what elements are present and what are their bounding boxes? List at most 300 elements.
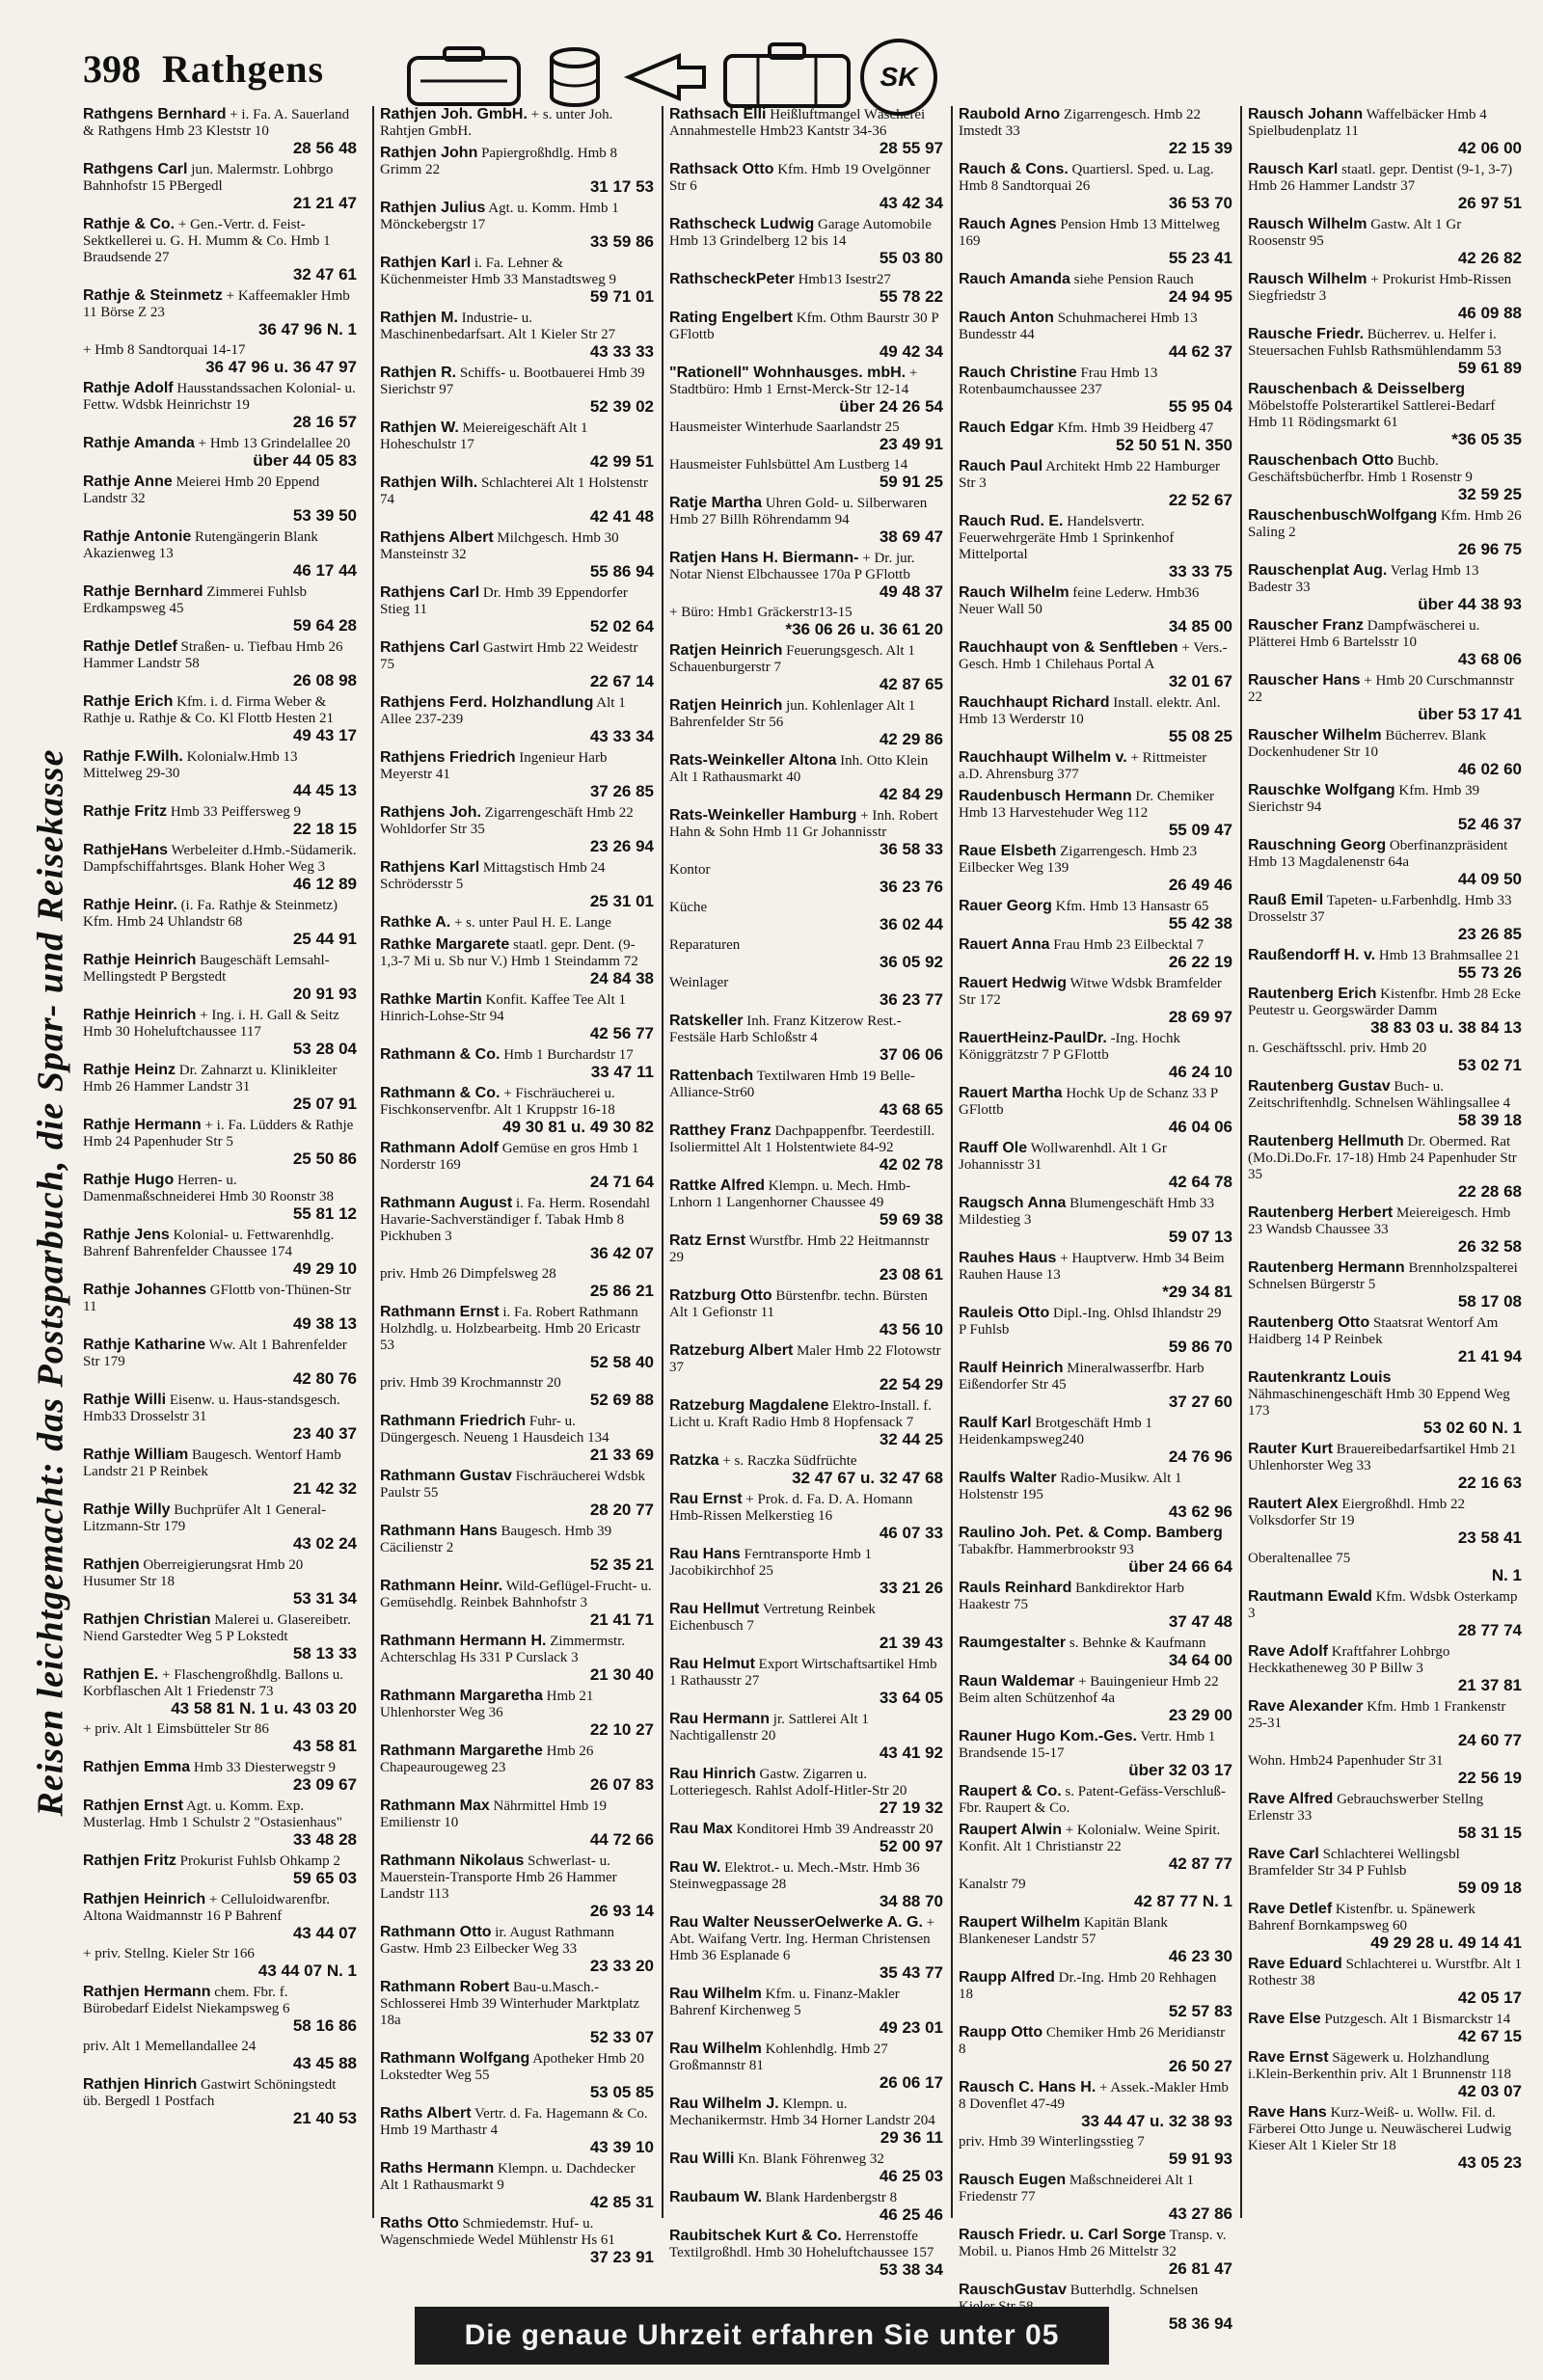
entry-phone: 43 44 07 N. 1 <box>257 1961 357 1980</box>
entry-phone: 22 28 68 <box>1457 1182 1522 1201</box>
entry-details: Kfm. Othm Baurstr 30 P GFlottb <box>669 311 939 342</box>
directory-entry <box>380 1578 654 1628</box>
entry-name: Raupp Otto <box>959 2024 1043 2041</box>
entry-details: jun. Kohlenlager Alt 1 Bahrenfelder Str 56 <box>669 698 916 730</box>
directory-entry <box>959 1360 1232 1410</box>
directory-entry <box>83 1501 357 1552</box>
directory-entry <box>669 1397 943 1447</box>
entry-name: Rathmann Margarethe <box>380 1743 543 1759</box>
entry-phone: 55 42 38 <box>1168 914 1232 933</box>
entry-phone: N. 1 <box>1491 1566 1522 1584</box>
entry-phone: 22 54 29 <box>879 1375 943 1393</box>
entry-details: Frau Hmb 23 Eilbecktal 7 <box>1053 937 1205 953</box>
entry-name: Rau Ernst <box>669 1491 743 1507</box>
entry-details: Weinlager <box>669 975 729 990</box>
entry-phone: 37 47 48 <box>1168 1612 1232 1631</box>
entry-phone: 36 42 07 <box>589 1244 654 1262</box>
entry-name: Raupp Alfred <box>959 1969 1055 1986</box>
directory-entry <box>83 1759 357 1793</box>
directory-entry <box>380 1140 654 1190</box>
entry-name: Rathjen Karl <box>380 255 472 271</box>
entry-details: i. Fa. Herm. Rosendahl Havarie-Sachverständiger f. Tabak Hmb 8 Pickhuben 3 <box>380 1196 651 1244</box>
directory-entry <box>83 161 357 211</box>
entry-name: Rave Alfred <box>1248 1791 1334 1807</box>
directory-entry <box>83 528 357 579</box>
entry-phone: 55 81 12 <box>292 1204 357 1223</box>
entry-details: Tabakfbr. Hammerbrookstr 93 <box>959 1542 1134 1557</box>
entry-details: Kolonialw.Hmb 13 Mittelweg 29-30 <box>83 749 298 781</box>
entry-phone: 21 42 32 <box>292 1479 357 1498</box>
directory-entry <box>1248 106 1522 156</box>
directory-entry <box>83 1666 357 1717</box>
entry-phone: 58 16 86 <box>292 2016 357 2035</box>
entry-phone: 22 67 14 <box>589 672 654 690</box>
directory-entry <box>83 287 357 338</box>
entry-phone: 28 20 77 <box>589 1501 654 1519</box>
entry-phone: *29 34 81 <box>1162 1283 1232 1301</box>
entry-details: Fischräucherei Wdsbk Paulstr 55 <box>380 1469 645 1501</box>
entry-phone: 22 15 39 <box>1168 139 1232 157</box>
entry-phone: 34 85 00 <box>1168 617 1232 636</box>
directory-entry <box>669 900 943 933</box>
entry-details: Garage Automobile Hmb 13 Grindelberg 12 bis 14 <box>669 217 932 249</box>
directory-entry <box>669 1711 943 1761</box>
footer-banner-text: Die genaue Uhrzeit erfahren Sie unter 05 <box>464 2319 1060 2351</box>
entry-name: Rave Eduard <box>1248 1956 1342 1972</box>
entry-name: Rathjens Joh. <box>380 804 481 821</box>
entry-name: Rating Engelbert <box>669 310 794 326</box>
entry-phone: 29 36 11 <box>880 2128 943 2147</box>
entry-phone: 23 33 20 <box>589 1957 654 1975</box>
directory-column-5 <box>1240 106 1522 2218</box>
entry-phone: 59 64 28 <box>292 616 357 635</box>
entry-details: Zigarrengeschäft Hmb 22 Wohldorfer Str 35 <box>380 805 634 837</box>
entry-phone: *36 06 26 u. 36 61 20 <box>785 620 943 638</box>
directory-entry <box>669 1986 943 2036</box>
entry-phone: 49 42 34 <box>879 342 943 361</box>
entry-name: Ratzburg Otto <box>669 1287 772 1304</box>
directory-entry <box>380 106 654 140</box>
entry-details: Dachpappenfbr. Teerdestill. Isoliermittel Alt 1 Holstentwiete 84-92 <box>669 1123 935 1155</box>
entry-details: Sägewerk u. Holzhandlung i.Klein-Berkenthin priv. Alt 1 Brunnenstr 118 <box>1248 2050 1512 2082</box>
directory-entry <box>669 161 943 211</box>
page-name: Rathgens <box>162 47 325 91</box>
entry-phone: 46 25 46 <box>879 2205 943 2224</box>
entry-name: Rathje Willi <box>83 1392 167 1408</box>
directory-entry <box>1248 326 1522 376</box>
entry-phone: 24 76 96 <box>1168 1447 1232 1466</box>
directory-entry <box>1248 216 1522 266</box>
entry-name: Rave Carl <box>1248 1846 1319 1862</box>
entry-name: Rave Hans <box>1248 2104 1327 2121</box>
entry-phone: 36 23 77 <box>879 990 943 1009</box>
entry-details: Malerei u. Glasereibetr. Niend Garstedter Weg 5 P Lokstedt <box>83 1612 351 1644</box>
entry-details: + Kaffeemakler Hmb 11 Börse Z 23 <box>83 288 350 320</box>
entry-name: Rathmann Nikolaus <box>380 1853 525 1869</box>
briefcase-icon <box>401 39 527 116</box>
entry-details: Kfm. i. d. Firma Weber & Rathje u. Rathje & Co. Kl Flottb Hesten 21 <box>83 694 334 726</box>
entry-phone: 46 23 30 <box>1168 1947 1232 1965</box>
directory-entry <box>669 457 943 490</box>
entry-details: Kanalstr 79 <box>959 1877 1026 1892</box>
entry-name: Rautenberg Hermann <box>1248 1259 1405 1276</box>
entry-details: Hausmeister Fuhlsbüttel Am Lustberg 14 <box>669 457 908 473</box>
directory-entry <box>669 1491 943 1541</box>
entry-phone: 33 21 26 <box>879 1579 943 1597</box>
entry-name: Rathje Antonie <box>83 528 192 545</box>
entry-name: Rathsach Elli <box>669 106 767 122</box>
directory-entry <box>380 145 654 195</box>
entry-details: Kraftfahrer Lohbrgo Heckkatheneweg 30 P Billw 3 <box>1248 1644 1450 1676</box>
entry-name: Rathmann Wolfgang <box>380 2050 530 2067</box>
entry-details: + Rittmeister a.D. Ahrensburg 377 <box>959 750 1207 782</box>
entry-details: Wohn. Hmb24 Papenhuder Str 31 <box>1248 1753 1444 1769</box>
directory-columns <box>83 106 1529 2333</box>
entry-phone: 42 64 78 <box>1168 1173 1232 1191</box>
entry-phone: 52 69 88 <box>589 1391 654 1409</box>
entry-phone: 26 50 27 <box>1168 2057 1232 2075</box>
entry-name: Rautenberg Gustav <box>1248 1078 1391 1095</box>
directory-entry <box>959 106 1232 156</box>
directory-entry <box>83 1062 357 1112</box>
directory-entry <box>83 106 357 156</box>
entry-details: Uhren Gold- u. Silberwaren Hmb 27 Billh Röhrendamm 94 <box>669 496 928 527</box>
directory-entry <box>83 342 357 375</box>
entry-details: + Hauptverw. Hmb 34 Beim Rauhen Hause 13 <box>959 1251 1225 1283</box>
entry-details: Dr.-Ing. Hmb 20 Rehhagen 18 <box>959 1970 1217 2002</box>
entry-name: Rauert Hedwig <box>959 975 1068 991</box>
entry-details: + Büro: Hmb1 Gräckerstr13-15 <box>669 605 853 620</box>
entry-details: Zigarrengesch. Hmb 22 Imstedt 33 <box>959 107 1201 139</box>
entry-phone: 58 13 33 <box>292 1644 357 1663</box>
entry-phone: 24 71 64 <box>589 1173 654 1191</box>
entry-details: Schwerlast- u. Mauerstein-Transporte Hmb 26 Hammer Landstr 113 <box>380 1853 617 1902</box>
entry-phone: 36 58 33 <box>879 840 943 858</box>
directory-entry <box>380 914 654 932</box>
entry-details: Schuhmacherei Hmb 13 Bundesstr 44 <box>959 311 1198 342</box>
directory-entry <box>380 1375 654 1408</box>
entry-name: Rathje Willy <box>83 1501 171 1518</box>
entry-name: Rauscher Franz <box>1248 617 1365 634</box>
directory-entry <box>380 365 654 415</box>
directory-entry <box>83 1172 357 1222</box>
entry-name: Rathke Margarete <box>380 936 510 953</box>
entry-name: Ratthey Franz <box>669 1122 772 1139</box>
directory-entry <box>83 897 357 947</box>
directory-entry <box>1248 1588 1522 1638</box>
directory-entry <box>1248 1259 1522 1310</box>
directory-entry <box>1248 1901 1522 1951</box>
entry-details: (i. Fa. Rathje & Steinmetz) Kfm. Hmb 24 Uhlandstr 68 <box>83 898 338 930</box>
entry-name: Raubaum W. <box>669 2189 763 2205</box>
entry-phone: 37 06 06 <box>879 1045 943 1064</box>
entry-name: Ratje Martha <box>669 495 763 511</box>
directory-entry <box>959 788 1232 838</box>
directory-entry <box>83 1721 357 1754</box>
directory-entry <box>1248 2104 1522 2171</box>
directory-entry <box>959 161 1232 211</box>
entry-name: Rautmann Ewald <box>1248 1588 1372 1605</box>
entry-details: Radio-Musikw. Alt 1 Holstenstr 195 <box>959 1471 1182 1502</box>
entry-phone: 53 39 50 <box>292 506 357 525</box>
entry-details: Vertr. Hmb 1 Brandsende 15-17 <box>959 1729 1216 1761</box>
directory-entry <box>959 1195 1232 1245</box>
entry-name: Rathmann & Co. <box>380 1046 501 1063</box>
entry-details: jun. Malermstr. Lohbrgo Bahnhofstr 15 PBergedl <box>83 162 334 194</box>
entry-name: Rau Hans <box>669 1546 741 1562</box>
entry-details: Klempn. u. Mech. Hmb-Lnhorn 1 Langenhorner Chaussee 49 <box>669 1178 911 1210</box>
entry-details: + Celluloidwarenfbr. Altona Waidmannstr 16 P Bahrenf <box>83 1892 330 1924</box>
entry-phone: 22 56 19 <box>1457 1769 1522 1787</box>
entry-details: Kapitän Blank Blankeneser Landstr 57 <box>959 1915 1168 1947</box>
directory-entry <box>83 748 357 798</box>
entry-details: Putzgesch. Alt 1 Bismarckstr 14 <box>1324 2012 1511 2027</box>
entry-details: Maßschneiderei Alt 1 Friedenstr 77 <box>959 2173 1195 2204</box>
directory-entry <box>380 694 654 744</box>
entry-details: Meiereigeschäft Alt 1 Hoheschulstr 17 <box>380 420 588 452</box>
entry-phone: über 44 05 83 <box>253 451 357 470</box>
entry-name: Raths Albert <box>380 2105 472 2122</box>
entry-name: Rautenkrantz Louis <box>1248 1369 1392 1386</box>
entry-name: Rauls Reinhard <box>959 1580 1072 1596</box>
directory-entry <box>1248 1314 1522 1365</box>
entry-name: Rathmann Friedrich <box>380 1413 527 1429</box>
side-advert <box>29 540 71 2025</box>
directory-entry <box>959 898 1232 932</box>
directory-entry <box>669 1452 943 1486</box>
directory-entry <box>959 1783 1232 1817</box>
entry-name: Rausch Eugen <box>959 2172 1067 2188</box>
directory-entry <box>1248 1496 1522 1546</box>
entry-details: Milchgesch. Hmb 30 Mansteinstr 32 <box>380 530 619 562</box>
entry-details: Schlachterei u. Wurstfbr. Alt 1 Rothestr 38 <box>1248 1957 1522 1988</box>
entry-name: Rauchhaupt von & Senftleben <box>959 639 1178 656</box>
entry-name: Rathjen R. <box>380 365 457 381</box>
directory-entry <box>1248 1753 1522 1786</box>
entry-phone: 21 41 94 <box>1457 1347 1522 1366</box>
entry-phone: über 24 66 64 <box>1128 1557 1232 1576</box>
entry-phone: 28 56 48 <box>292 139 357 157</box>
entry-details: Möbelstoffe Polsterartikel Sattlerei-Bedarf Hmb 11 Rödingsmarkt 61 <box>1248 398 1496 430</box>
directory-entry <box>1248 1369 1522 1436</box>
entry-phone: 55 09 47 <box>1168 821 1232 839</box>
directory-entry <box>959 975 1232 1025</box>
entry-name: Ratjen Heinrich <box>669 697 783 714</box>
entry-details: ir. August Rathmann Gastw. Hmb 23 Eilbecker Weg 33 <box>380 1925 615 1957</box>
entry-details: Install. elektr. Anl. Hmb 13 Werderstr 10 <box>959 695 1221 727</box>
entry-details: Tapeten- u.Farbenhdlg. Hmb 33 Drosselstr 37 <box>1248 893 1512 925</box>
directory-entry <box>669 2228 943 2278</box>
entry-details: Kfm. Hmb 19 Ovelgönner Str 6 <box>669 162 931 194</box>
entry-name: Rathjen W. <box>380 419 459 436</box>
entry-name: Rathmann Hermann H. <box>380 1633 547 1649</box>
coin-stack-icon <box>536 39 613 116</box>
directory-entry <box>1248 1041 1522 1073</box>
directory-entry <box>1248 452 1522 502</box>
entry-details: i. Fa. Lehner & Küchenmeister Hmb 33 Manstadtsweg 9 <box>380 256 616 287</box>
entry-phone: 59 07 13 <box>1168 1228 1232 1246</box>
directory-entry <box>83 1447 357 1497</box>
directory-entry <box>959 1085 1232 1135</box>
entry-phone: 43 42 34 <box>879 194 943 212</box>
entry-name: Rauch Rud. E. <box>959 513 1064 529</box>
directory-entry <box>959 310 1232 360</box>
entry-details: feine Lederw. Hmb36 Neuer Wall 50 <box>959 585 1200 617</box>
entry-phone: 52 02 64 <box>589 617 654 636</box>
entry-details: n. Geschäftsschl. priv. Hmb 20 <box>1248 1041 1427 1056</box>
directory-entry <box>83 1556 357 1607</box>
entry-name: Rauert Martha <box>959 1085 1063 1101</box>
directory-entry <box>380 1924 654 1974</box>
entry-name: Rathmann Gustav <box>380 1468 512 1484</box>
entry-name: Raulfs Walter <box>959 1470 1057 1486</box>
entry-details: Konditorei Hmb 39 Andreasstr 20 <box>736 1822 934 1837</box>
directory-entry <box>83 380 357 430</box>
entry-phone: 21 30 40 <box>589 1665 654 1684</box>
directory-entry <box>959 271 1232 305</box>
entry-phone: 52 46 37 <box>1457 815 1522 833</box>
entry-name: Rattke Alfred <box>669 1177 765 1194</box>
directory-entry <box>1248 727 1522 777</box>
entry-details: Buch- u. Zeitschriftenhdlg. Schnelsen Wählingsallee 4 <box>1248 1079 1511 1111</box>
entry-details: Kfm. Hmb 13 Hansastr 65 <box>1055 899 1209 914</box>
entry-name: Rauß Emil <box>1248 892 1324 908</box>
entry-details: Wollwarenhdl. Alt 1 Gr Johannisstr 31 <box>959 1141 1167 1173</box>
entry-details: Nähmaschinengeschäft Hmb 30 Eppend Weg 173 <box>1248 1387 1510 1419</box>
entry-name: Rathjens Carl <box>380 584 480 601</box>
entry-details: i. Fa. Robert Rathmann Holzhdlg. u. Holzbearbeitg. Hmb 20 Ericastr 53 <box>380 1305 640 1353</box>
entry-name: Rauert Anna <box>959 936 1050 953</box>
entry-name: Rathmann Ernst <box>380 1304 500 1320</box>
entry-details: Kn. Blank Föhrenweg 32 <box>738 2151 884 2167</box>
entry-phone: 53 02 71 <box>1457 1056 1522 1074</box>
entry-details: siehe Pension Rauch <box>1073 272 1194 287</box>
entry-name: Rausch Wilhelm <box>1248 216 1367 232</box>
directory-entry <box>669 1546 943 1596</box>
entry-phone: über 53 17 41 <box>1418 705 1522 723</box>
entry-name: Raths Hermann <box>380 2160 495 2177</box>
directory-entry <box>83 2039 357 2071</box>
entry-details: Eisenw. u. Haus-standsgesch. Hmb33 Drosselstr 31 <box>83 1393 340 1424</box>
directory-entry <box>380 1523 654 1573</box>
entry-name: Rauscher Wilhelm <box>1248 727 1382 744</box>
entry-details: Reparaturen <box>669 937 741 953</box>
entry-phone: 42 85 31 <box>589 2193 654 2211</box>
directory-entry <box>959 749 1232 783</box>
entry-phone: 25 44 91 <box>292 930 357 948</box>
entry-details: Chemiker Hmb 26 Meridianstr 8 <box>959 2025 1226 2057</box>
entry-details: Bücherrev. Blank Dockenhudener Str 10 <box>1248 728 1487 760</box>
directory-entry <box>959 419 1232 453</box>
sparkasse-logo <box>860 39 937 116</box>
entry-name: Rathje Hermann <box>83 1117 202 1133</box>
entry-phone: 52 50 51 N. 350 <box>1116 436 1232 454</box>
directory-entry <box>83 1798 357 1848</box>
directory-entry <box>959 1030 1232 1080</box>
directory-entry <box>380 1195 654 1261</box>
entry-details: Dr. Zahnarzt u. Klinikleiter Hmb 26 Hammer Landstr 31 <box>83 1063 338 1095</box>
directory-entry <box>669 1914 943 1981</box>
entry-name: Rauter Kurt <box>1248 1441 1334 1457</box>
entry-name: Rathjens Karl <box>380 859 480 876</box>
entry-name: Rathjen Heinrich <box>83 1891 206 1907</box>
entry-phone: 43 05 23 <box>1457 2153 1522 2172</box>
directory-entry <box>959 2227 1232 2277</box>
entry-name: Rathje F.Wilh. <box>83 748 183 765</box>
entry-name: Rau Hellmut <box>669 1601 760 1617</box>
entry-phone: 32 47 67 u. 32 47 68 <box>792 1469 943 1487</box>
entry-phone: 59 65 03 <box>292 1869 357 1887</box>
entry-details: Buchprüfer Alt 1 General-Litzmann-Str 179 <box>83 1502 327 1534</box>
directory-entry <box>380 749 654 799</box>
entry-name: Rau Willi <box>669 2150 735 2167</box>
entry-details: Handelsvertr. Feuerwehrgeräte Hmb 1 Sprinkenhof Mittelportal <box>959 514 1175 562</box>
entry-phone: 49 29 10 <box>292 1259 357 1278</box>
entry-name: Rau Hinrich <box>669 1766 756 1782</box>
entry-details: Kfm. Hmb 39 Heidberg 47 <box>1057 420 1214 436</box>
entry-name: Raulino Joh. Pet. & Comp. Bamberg <box>959 1525 1223 1541</box>
directory-entry <box>83 216 357 283</box>
directory-entry <box>83 1007 357 1057</box>
entry-phone: 59 91 93 <box>1168 2150 1232 2168</box>
entry-phone: über 44 38 93 <box>1418 595 1522 613</box>
entry-name: Rautenberg Hellmuth <box>1248 1133 1404 1149</box>
entry-phone: 23 40 37 <box>292 1424 357 1443</box>
directory-entry <box>83 1337 357 1387</box>
entry-details: Agt. u. Komm. Hmb 1 Mönckebergstr 17 <box>380 201 619 232</box>
directory-entry <box>1248 562 1522 612</box>
entry-phone: 53 02 60 N. 1 <box>1422 1419 1522 1437</box>
entry-name: Rauch Edgar <box>959 419 1054 436</box>
directory-entry <box>1248 1204 1522 1255</box>
directory-entry <box>1248 947 1522 981</box>
directory-entry <box>669 1013 943 1063</box>
entry-name: Rau Wilhelm <box>669 1986 762 2002</box>
entry-phone: 22 16 63 <box>1457 1474 1522 1492</box>
entry-phone: 53 28 04 <box>292 1040 357 1058</box>
entry-name: Rathscheck Ludwig <box>669 216 815 232</box>
entry-phone: 55 86 94 <box>589 562 654 581</box>
entry-phone: 28 69 97 <box>1168 1008 1232 1026</box>
entry-phone: 46 02 60 <box>1457 760 1522 778</box>
entry-phone: 43 68 06 <box>1457 650 1522 668</box>
directory-entry <box>669 975 943 1008</box>
directory-entry <box>380 1688 654 1738</box>
entry-phone: 49 30 81 u. 49 30 82 <box>502 1118 654 1136</box>
entry-name: Rathmann Max <box>380 1798 490 1814</box>
entry-name: Rausch Friedr. u. Carl Sorge <box>959 2227 1167 2243</box>
entry-details: Feuerungsgesch. Alt 1 Schauenburgerstr 7 <box>669 643 915 675</box>
entry-phone: 36 53 70 <box>1168 194 1232 212</box>
entry-phone: 33 33 75 <box>1168 562 1232 581</box>
entry-name: Rave Adolf <box>1248 1643 1328 1660</box>
entry-name: RathjeHans <box>83 842 169 858</box>
arrow-icon <box>623 39 710 116</box>
entry-phone: 21 21 47 <box>292 194 357 212</box>
entry-details: Mittagstisch Hmb 24 Schrödersstr 5 <box>380 860 606 892</box>
directory-entry <box>380 200 654 250</box>
entry-details: staatl. gepr. Dent. (9-1,3-7 Mi u. Sb nur V.) Hmb 1 Steindamm 72 <box>380 937 638 969</box>
directory-entry <box>380 1304 654 1370</box>
entry-name: Rau Helmut <box>669 1656 755 1672</box>
entry-details: Agt. u. Komm. Exp. Musterlag. Hmb 1 Schulstr 2 "Ostasienhaus" <box>83 1799 342 1830</box>
entry-details: Vertretung Reinbek Eichenbusch 7 <box>669 1602 876 1634</box>
entry-details: Witwe Wdsbk Bramfelder Str 172 <box>959 976 1222 1008</box>
entry-phone: 28 77 74 <box>1457 1621 1522 1639</box>
entry-details: Dampfwäscherei u. Plätterei Hmb 6 Bartelsstr 10 <box>1248 618 1480 650</box>
entry-name: Rausch Wilhelm <box>1248 271 1367 287</box>
entry-name: Rauschenplat Aug. <box>1248 562 1388 579</box>
